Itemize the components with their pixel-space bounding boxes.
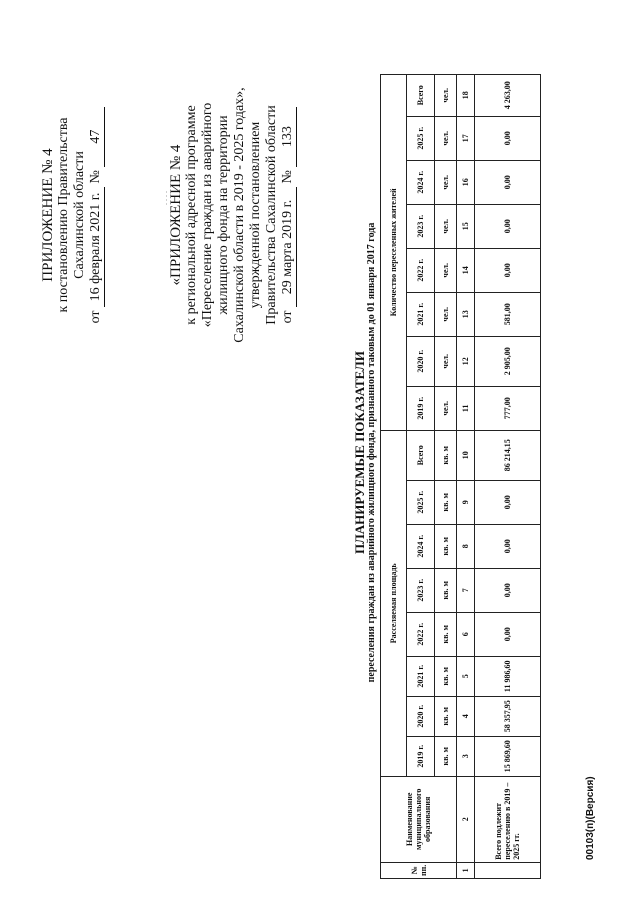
people-value: 581,00 — [475, 292, 541, 336]
year-header: 2021 г. — [407, 656, 435, 696]
approval-date-line — [88, 65, 105, 365]
approval-date-line — [280, 45, 297, 385]
area-total: 86 214,15 — [475, 430, 541, 480]
approval-line: Сахалинской области в 2019 - 2025 годах», — [232, 87, 247, 343]
col-number: 11 — [457, 386, 475, 430]
people-value: 0,00 — [475, 204, 541, 248]
unit-cell: чел. — [435, 386, 457, 430]
year-header: 2020 г. — [407, 696, 435, 736]
approval-number: 47 — [88, 107, 105, 167]
people-value: 0,00 — [475, 116, 541, 160]
unit-row — [435, 74, 457, 878]
unit-cell: кв. м — [435, 568, 457, 612]
group-header-row — [381, 74, 407, 878]
year-header: 2021 г. — [407, 292, 435, 336]
approval-line: «Переселение граждан из аварийного — [200, 102, 215, 328]
unit-cell: кв. м — [435, 656, 457, 696]
unit-cell: чел. — [435, 248, 457, 292]
people-value: 0,00 — [475, 248, 541, 292]
area-value: 11 986,60 — [475, 656, 541, 696]
unit-cell: чел. — [435, 204, 457, 248]
year-header: 2019 г. — [407, 736, 435, 776]
unit-cell: кв. м — [435, 524, 457, 568]
col-header-name: Наименование муниципального образования — [381, 776, 457, 862]
year-header: Всего — [407, 74, 435, 116]
unit-cell: кв. м — [435, 480, 457, 524]
group-header-area: Расселяемая площадь — [381, 430, 407, 776]
table-row — [475, 74, 541, 878]
year-header: 2024 г. — [407, 524, 435, 568]
row-number — [475, 862, 541, 878]
col-number: 17 — [457, 116, 475, 160]
group-header-people: Количество переселенных жителей — [381, 74, 407, 430]
approval-number: 133 — [280, 107, 297, 167]
approval-date: 29 марта 2019 г. — [280, 187, 297, 307]
col-number: 2 — [457, 776, 475, 862]
approval-block-decree — [40, 65, 105, 365]
row-name: Всего подлежит переселению в 2019 – 2025 гг. — [475, 776, 541, 862]
people-total: 4 263,00 — [475, 74, 541, 116]
unit-cell: чел. — [435, 160, 457, 204]
footer-code: 00103(п)(Версия) — [585, 776, 596, 860]
year-header: Всего — [407, 430, 435, 480]
col-number: 1 — [457, 862, 475, 878]
col-number: 4 — [457, 696, 475, 736]
year-header: 2019 г. — [407, 386, 435, 430]
approval-title: «ПРИЛОЖЕНИЕ № 4 — [168, 144, 184, 286]
people-value: 0,00 — [475, 160, 541, 204]
year-header-row — [407, 74, 435, 878]
year-header: 2025 г. — [407, 480, 435, 524]
approval-line: жилищного фонда на территории — [216, 115, 231, 315]
year-header: 2023 г. — [407, 204, 435, 248]
year-header: 2023 г. — [407, 568, 435, 612]
year-header: 2020 г. — [407, 336, 435, 386]
col-header-number: № пп. — [381, 862, 457, 878]
document-title: ПЛАНИРУЕМЫЕ ПОКАЗАТЕЛИ — [352, 351, 367, 554]
area-value: 58 357,95 — [475, 696, 541, 736]
col-number: 3 — [457, 736, 475, 776]
col-number: 14 — [457, 248, 475, 292]
year-header: 2024 г. — [407, 160, 435, 204]
approval-title: ПРИЛОЖЕНИЕ № 4 — [40, 148, 56, 282]
approval-line: к региональной адресной программе — [184, 105, 199, 325]
col-number: 9 — [457, 480, 475, 524]
from-label: от — [88, 310, 103, 324]
col-number: 15 — [457, 204, 475, 248]
approval-line: Правительства Сахалинской области — [264, 105, 279, 325]
people-value: 2 905,00 — [475, 336, 541, 386]
indicators-table — [380, 74, 541, 879]
col-number: 13 — [457, 292, 475, 336]
unit-cell: кв. м — [435, 736, 457, 776]
col-number: 8 — [457, 524, 475, 568]
approval-date: 16 февраля 2021 г. — [88, 187, 105, 307]
area-value: 0,00 — [475, 524, 541, 568]
area-value: 0,00 — [475, 612, 541, 656]
col-number: 18 — [457, 74, 475, 116]
unit-cell: чел. — [435, 292, 457, 336]
col-number: 12 — [457, 336, 475, 386]
unit-cell: кв. м — [435, 612, 457, 656]
approval-line: к постановлению Правительства — [56, 117, 71, 313]
col-number: 10 — [457, 430, 475, 480]
number-label: № — [280, 170, 295, 184]
unit-cell: кв. м — [435, 430, 457, 480]
col-number: 6 — [457, 612, 475, 656]
number-label: № — [88, 170, 103, 184]
area-value: 15 869,60 — [475, 736, 541, 776]
approval-line: утвержденной постановлением — [248, 121, 263, 309]
unit-cell: чел. — [435, 74, 457, 116]
col-number: 5 — [457, 656, 475, 696]
scan-marks: . . . . — [160, 191, 169, 205]
area-value: 0,00 — [475, 568, 541, 612]
approval-block-program — [168, 45, 297, 385]
approval-line: Сахалинской области — [72, 151, 87, 279]
year-header: 2022 г. — [407, 612, 435, 656]
column-number-row — [457, 74, 475, 878]
col-number: 7 — [457, 568, 475, 612]
document-subtitle: переселения граждан из аварийного жилищного фонда, признанного таковым до 01 января 2017 года — [366, 222, 377, 683]
year-header: 2022 г. — [407, 248, 435, 292]
people-value: 777,00 — [475, 386, 541, 430]
unit-cell: чел. — [435, 116, 457, 160]
col-number: 16 — [457, 160, 475, 204]
unit-cell: чел. — [435, 336, 457, 386]
year-header: 2025 г. — [407, 116, 435, 160]
unit-cell: кв. м — [435, 696, 457, 736]
from-label: от — [280, 310, 295, 324]
area-value: 0,00 — [475, 480, 541, 524]
